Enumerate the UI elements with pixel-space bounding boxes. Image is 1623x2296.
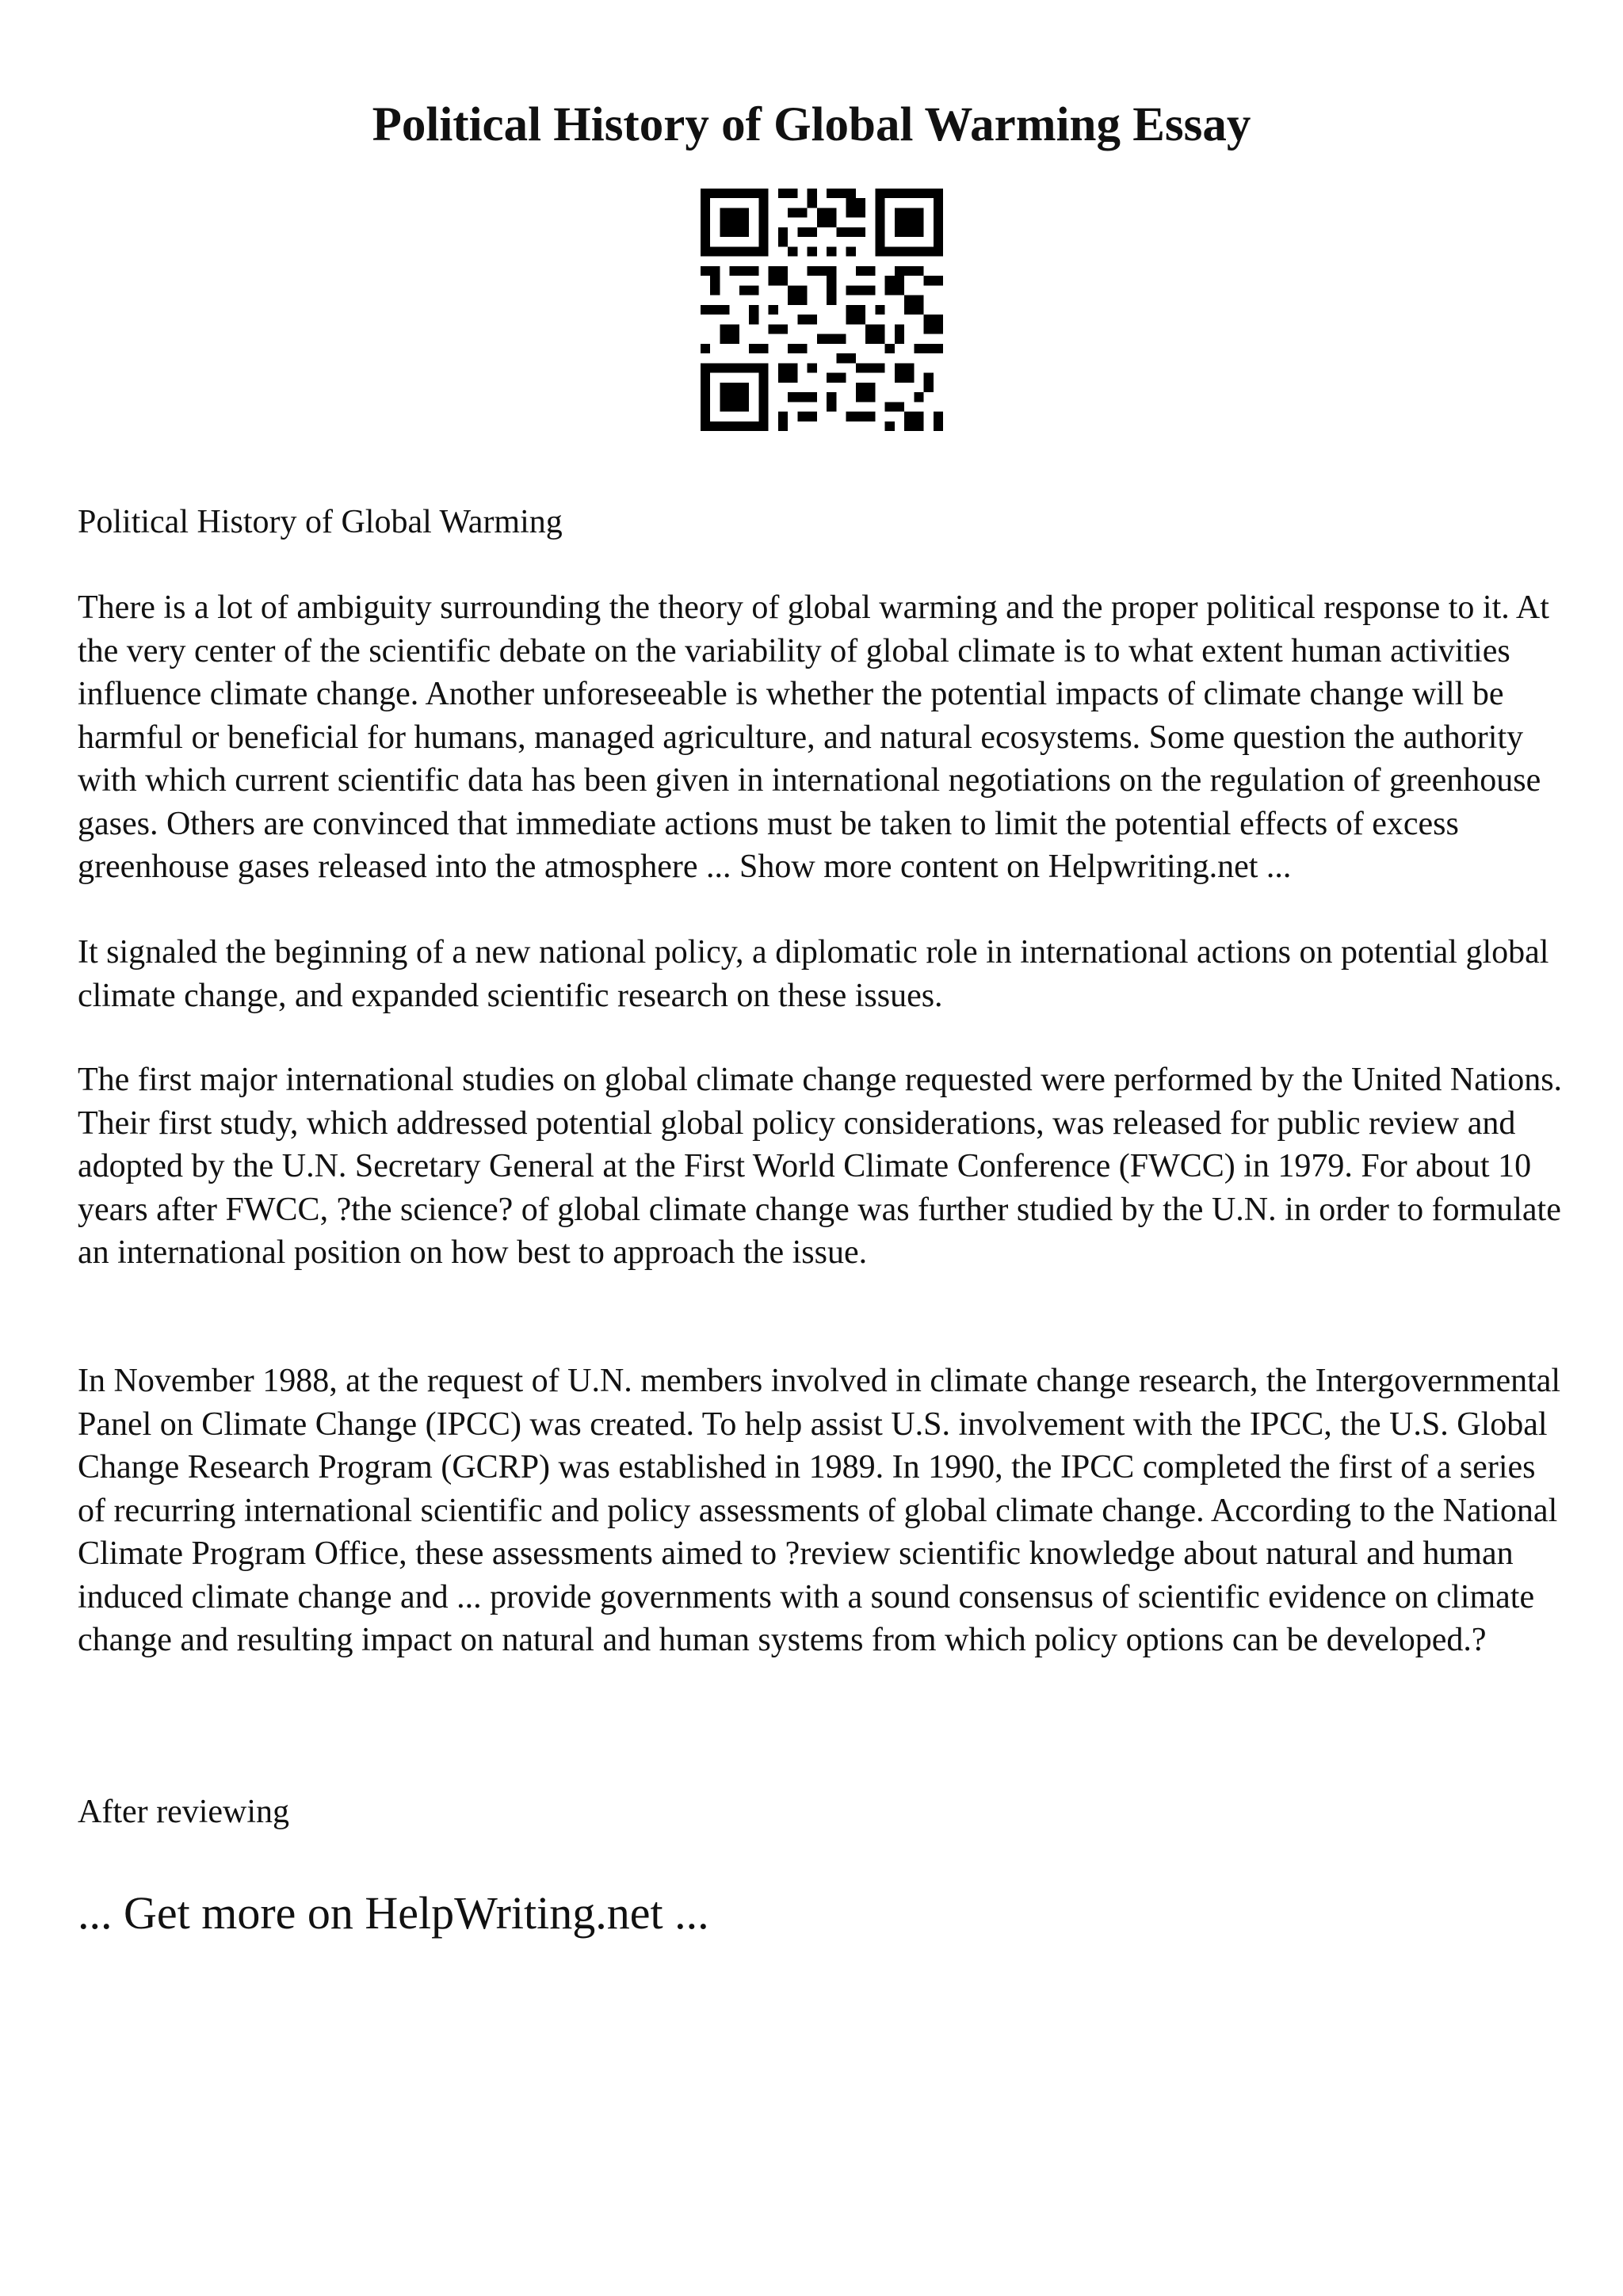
body-paragraph: There is a lot of ambiguity surrounding the theory of global warming and the proper political response to it. At the very center of the scientific debate on the variability of global climate is to what extent human activities influence climate change. Another unforeseeable is whether the potential impacts of climate change will be harmful or beneficial for humans, managed agriculture, and natural ecosystems. Some question the authority with which current scientific data has been given in international negotiations on the regulation of greenhouse gases. Others are convinced that immediate actions must be taken to limit the potential effects of excess greenhouse gases released into the atmosphere ... Show more content on Helpwriting.net ...: [78, 589, 1549, 885]
body-paragraph: In November 1988, at the request of U.N. members involved in climate change research, the Intergovernmental Panel on Climate Change (IPCC) was created. To help assist U.S. involvement with the IPCC, the U.S. Global Change Research Program (GCRP) was established in 1989. In 1990, the IPCC completed the first of a series of recurring international scientific and policy assessments of global climate change. According to the National Climate Program Office, these assessments aimed to ?review scientific knowledge about natural and human induced climate change and ... provide governments with a sound consensus of scientific evidence on climate change and resulting impact on natural and human systems from which policy options can be developed.?: [78, 1363, 1561, 1658]
get-more-link[interactable]: ... Get more on HelpWriting.net ...: [78, 1887, 709, 1939]
body-paragraph: After reviewing: [78, 1794, 290, 1830]
body-paragraph: It signaled the beginning of a new national policy, a diplomatic role in international actions on potential global climate change, and expanded scientific research on these issues.: [78, 934, 1549, 1014]
document-subtitle: Political History of Global Warming: [78, 504, 563, 540]
body-paragraph: The first major international studies on global climate change requested were performed by the United Nations. Their first study, which addressed potential global policy considerations, was released for public review and adopted by the U.N. Secretary General at the First World Climate Conference (FWCC) in 1979. For about 10 years after FWCC, ?the science? of global climate change was further studied by the U.N. in order to formulate an international position on how best to approach the issue.: [78, 1062, 1563, 1271]
document-title: Political History of Global Warming Essay: [372, 98, 1251, 151]
qr-code-graphic: [701, 189, 943, 431]
qr-code-icon[interactable]: [701, 189, 943, 431]
